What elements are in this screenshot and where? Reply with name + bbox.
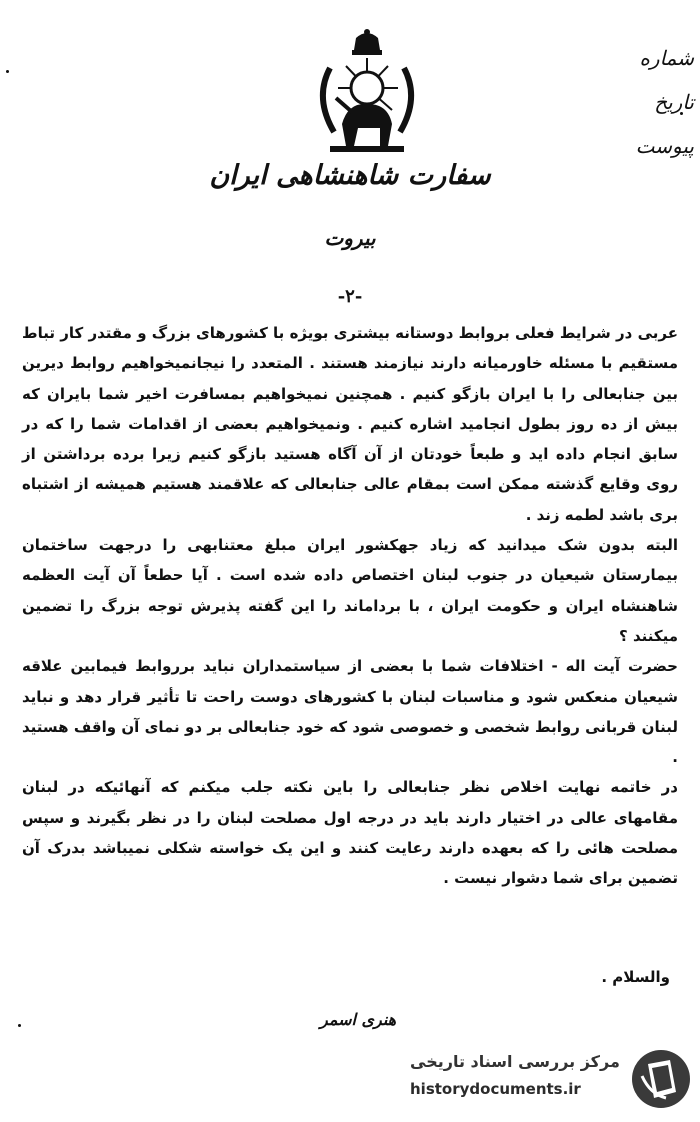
attachment-label: پیوست [635, 134, 694, 158]
paragraph: حضرت آیت اله - اختلافات شما با بعضی از سیاستمداران نباید برروابط فیمابین علاقه شیعیان منعکس شود و مناسبات لبنان با کشورهای دوست راحت تا تأثیر قرار دهد و نباید لبنان قربانی روابط شخصی و خصوصی شود که خود جنابعالی بر دو نمای آن واقف هستید . [22, 657, 678, 767]
lion-and-sun-emblem-icon [308, 28, 426, 158]
scan-speck [18, 1024, 21, 1027]
city-heading: بیروت [324, 226, 376, 250]
paragraph: البته بدون شک میدانید که زیاد جهکشور ایران مبلغ معتنابهی را درجهت ساختمان بیمارستان شیعیان در جنوب لبنان اختصاص داده شده است . آیا حطعاً آن آیت العظمه شاهنشاه ایران و حکومت ایران ، با برداماند را این گفته پذیرش توجه بزرگ را تضمین میکنند ؟ [22, 536, 678, 645]
margin-labels [634, 38, 694, 170]
letter-body [22, 318, 678, 894]
scan-speck [6, 70, 9, 73]
number-label: شماره [639, 46, 694, 70]
embassy-heading: سفارت شاهنشاهی ایران [209, 160, 491, 191]
paragraph: در خاتمه نهایت اخلاص نظر جنابعالی را باین نکته جلب میکنم که آنهائیکه در لبنان مقامهای عالی در اختیار دارند باید در درجه اول مصلحت لبنان را در نظر بگیرند و سپس مصلحت هائی را که بعهده دارند رعایت کنند و این یک خواسته شکلی نمیباشد بدرک آن تضمین برای شما دشوار نیست . [22, 778, 678, 888]
date-label: تاریخ [654, 90, 694, 114]
closing-salutation: والسلام . [601, 968, 670, 986]
archive-logo-icon [630, 1048, 692, 1110]
watermark-title: مرکز بررسی اسناد تاریخی [410, 1052, 620, 1071]
paragraph: عربی در شرایط فعلی بروابط دوستانه بیشتری بویژه با کشورهای بزرگ و مقتدر کار تباط مستقیم با مسئله خاورمیانه دارند نیازمند هستند . المتعدد را نیجانمیخواهیم روابط دیرین بین جنابعالی را با ایران بازگو کنیم . همچنین نمیخواهیم بمسافرت اخیر شما بایران که بیش از ده روز بطول انجامید اشاره کنیم . ونمیخواهیم بعضی از اقدامات شما را که در سابق انجام داده اید و طبعاً خودتان از آن آگاه هستید بازگو کنیم زیرا برده برداشتن از روی وقایع گذشته ممکن است بمقام عالی جنابعالی که علاقمند هستیم همیشه از اشتباه بری باشد لطمه زند . [22, 324, 678, 524]
watermark-url: historydocuments.ir [410, 1080, 581, 1098]
signature: هنری اسمر [320, 1010, 397, 1029]
archive-watermark [402, 1044, 692, 1114]
page-number: -۲- [337, 286, 363, 307]
